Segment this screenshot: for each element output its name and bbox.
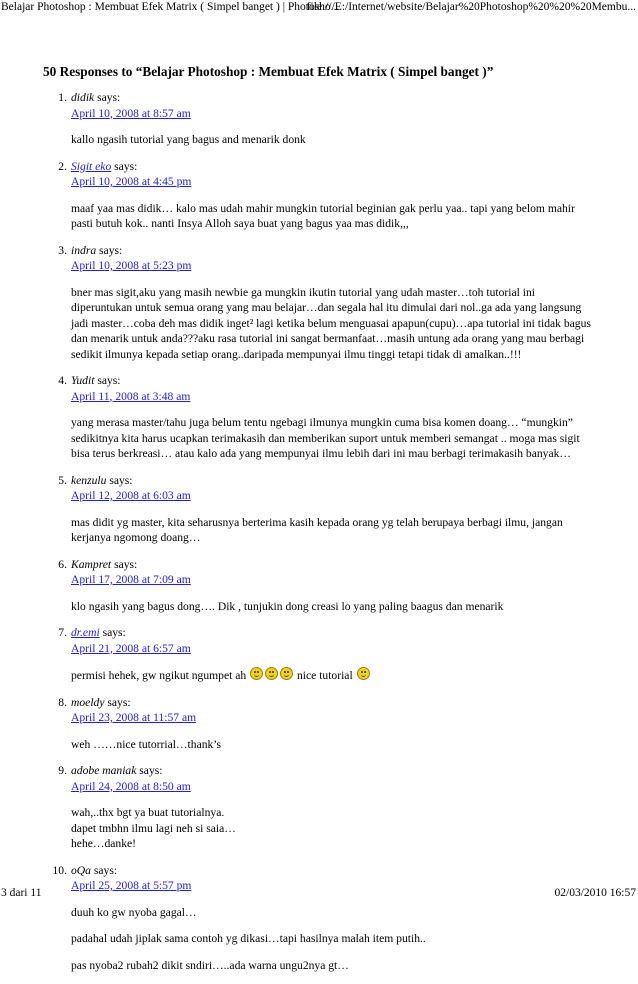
comment-text-after: nice tutorial <box>296 669 353 682</box>
comment-item <box>0 473 638 546</box>
comment-date-link[interactable]: April 24, 2008 at 8:50 am <box>71 779 191 793</box>
comment-author-line <box>71 159 598 175</box>
comment-item <box>0 243 638 363</box>
comment-author: adobe maniak <box>71 764 137 777</box>
says-label: says: <box>102 626 126 639</box>
comment-text: mas didit yg master, kita seharusnya berterima kasih kepada orang yg telah berupaya berbagi ilmu, jangan kerjanya ngomong doang… <box>71 515 563 544</box>
comment-author: Kampret <box>71 557 112 571</box>
says-label: says: <box>93 863 118 877</box>
print-datetime: 02/03/2010 16:57 <box>554 887 636 899</box>
print-header-title: Belajar Photoshop : Membuat Efek Matrix ( Simpel banget ) | Photosho... <box>1 1 340 13</box>
comment-author: didik <box>71 91 95 104</box>
smiley-icon <box>265 667 278 680</box>
comment-author-link[interactable]: Sigit eko <box>71 159 112 173</box>
smiley-icon <box>357 667 370 680</box>
comment-text: weh ……nice tutorrial…thank’s <box>71 737 222 751</box>
comment-author: Yudit <box>71 374 95 387</box>
comment-text <box>71 805 598 852</box>
comment-date-link[interactable]: April 10, 2008 at 4:45 pm <box>71 175 192 188</box>
comment-item <box>0 90 638 148</box>
comment-author: kenzulu <box>71 473 107 487</box>
comment-date-link[interactable]: April 25, 2008 at 5:57 pm <box>71 879 192 892</box>
comment-author: oQa <box>71 863 91 877</box>
says-label: says: <box>139 764 163 777</box>
comment-author-line <box>71 90 598 106</box>
comment-date-link[interactable]: April 10, 2008 at 8:57 am <box>71 106 191 120</box>
comment-item <box>0 695 638 753</box>
comment-author-line <box>71 863 598 879</box>
comment-number: 10. <box>52 863 67 877</box>
comment-author-line <box>71 243 598 259</box>
comment-text: klo ngasih yang bagus dong…. Dik , tunjukin dong creasi lo yang paling baagus dan menarik <box>71 599 504 613</box>
comment-author-line <box>71 373 598 389</box>
says-label: says: <box>99 243 123 257</box>
comment-number: 2. <box>58 159 67 173</box>
comment-author-line <box>71 625 598 641</box>
comment-number: 9. <box>58 764 67 777</box>
comment-author-line <box>71 763 598 779</box>
print-header-url: file:///E:/Internet/website/Belajar%20Photoshop%20%20%20Membu... <box>306 1 636 13</box>
says-label: says: <box>107 695 131 709</box>
comment-number: 8. <box>58 695 67 709</box>
comment-text: padahal udah jiplak sama contoh yg dikasi…tapi hasilnya malah item putih.. <box>71 932 426 945</box>
comment-number: 6. <box>58 557 67 571</box>
says-label: says: <box>114 159 138 173</box>
comment-item <box>0 557 638 615</box>
comment-text-before: permisi hehek, gw ngikut ngumpet ah <box>71 669 247 682</box>
comment-author-line <box>71 473 598 489</box>
comment-number: 7. <box>58 626 67 639</box>
comment-date-link[interactable]: April 10, 2008 at 5:23 pm <box>71 259 192 272</box>
comment-author: moeldy <box>71 695 105 709</box>
page-number: 3 dari 11 <box>1 887 42 899</box>
print-header <box>0 0 638 16</box>
comment-author-line <box>71 695 598 711</box>
smiley-icon <box>250 667 263 680</box>
comment-line: wah,..thx bgt ya buat tutorialnya. <box>71 806 225 819</box>
comment-author-link[interactable]: dr.emi <box>71 626 100 639</box>
comment-text: duuh ko gw nyoba gagal… <box>71 905 197 919</box>
comment-item <box>0 373 638 462</box>
comment-number: 3. <box>58 243 67 257</box>
comment-date-link[interactable]: April 21, 2008 at 6:57 am <box>71 641 191 655</box>
comment-list <box>0 90 638 984</box>
comment-number: 4. <box>58 374 67 387</box>
says-label: says: <box>114 557 138 571</box>
comment-author: indra <box>71 243 97 257</box>
comment-date-link[interactable]: April 12, 2008 at 6:03 am <box>71 489 191 502</box>
comment-text: bner mas sigit,aku yang masih newbie ga mungkin ikutin tutorial yang udah master…toh tutorial ini diperuntukan untuk semua orang yang mau belajar…dan segala hal itu dimulai dari nol..ga ada yang langsung jadi master…coba deh mas didik inget² lagi ketika belum menguasai apapun(cupu)…apa tutorial ini tidak bagus dan menarik untuk anda???aku rasa tutorial ini sangat bermanfaat…masih untung ada orang yang mau berbagi sedikit ilmunya kepada setiap orang..daripada mempunyai ilmu tinggi tetapi tidak di amalkan..!!! <box>71 285 591 361</box>
comment-date-link[interactable]: April 11, 2008 at 3:48 am <box>71 389 191 403</box>
comment-line: hehe…danke! <box>71 837 137 850</box>
comment-text <box>71 667 598 684</box>
comment-text: maaf yaa mas didik… kalo mas udah mahir mungkin tutorial beginian gak perlu yaa.. tapi yang belom mahir pasti butuh kok.. nanti Insya Alloh saya buat yang bagus yaa mas didik,,, <box>71 201 575 230</box>
comment-text: pas nyoba2 rubah2 dikit sndiri…..ada warna ungu2nya gt… <box>71 958 349 972</box>
comments-title: 50 Responses to “Belajar Photoshop : Membuat Efek Matrix ( Simpel banget )” <box>43 64 494 79</box>
comment-number: 1. <box>58 91 67 104</box>
comment-date-link[interactable]: April 17, 2008 at 7:09 am <box>71 573 191 586</box>
says-label: says: <box>109 473 133 487</box>
print-footer <box>0 886 638 902</box>
comment-date-link[interactable]: April 23, 2008 at 11:57 am <box>71 711 197 724</box>
says-label: says: <box>97 374 121 387</box>
comment-text: yang merasa master/tahu juga belum tentu ngebagi ilmunya mungkin cuma bisa komen doang… “mungkin” sedikitnya kita harus ucapkan terimakasih dan memberikan suport untuk memberi semangat .. moga mas sigit bisa terus berkreasi… atau kalo ada yang mempunyai ilmu lebih dari ini mau berbagi terimakasih banyak… <box>71 416 580 460</box>
comment-text: kallo ngasih tutorial yang bagus and menarik donk <box>71 133 306 146</box>
comment-author-line <box>71 557 598 573</box>
comment-item <box>0 625 638 684</box>
comment-item <box>0 763 638 852</box>
comment-item <box>0 863 638 974</box>
says-label: says: <box>97 91 121 104</box>
smiley-icon <box>280 667 293 680</box>
comment-item <box>0 159 638 232</box>
comment-number: 5. <box>58 473 67 487</box>
comment-line: dapet tmbhn ilmu lagi neh si saia… <box>71 821 236 835</box>
